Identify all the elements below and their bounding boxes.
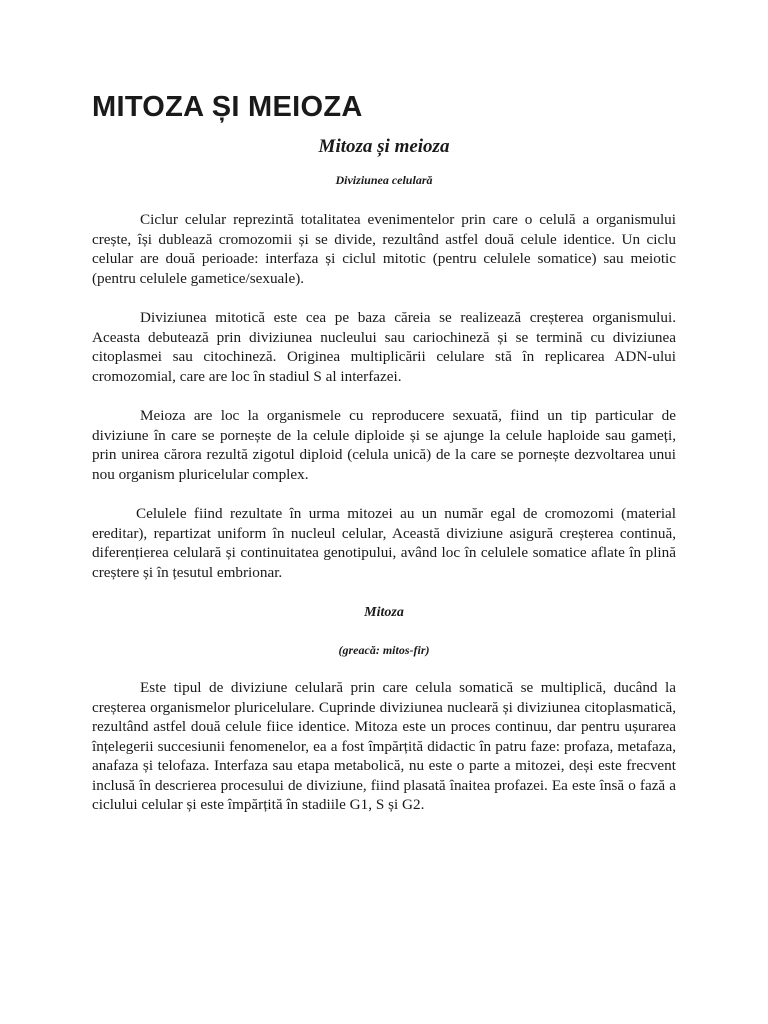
document-title: MITOZA ȘI MEIOZA bbox=[92, 91, 363, 123]
paragraph-meiosis: Meioza are loc la organismele cu reproducere sexuată, fiind un tip particular de diviziune în care se pornește de la celule diploide și se ajunge la celule haploide sau gameți, prin unirea cărora rezultă zigotul diploid (celula unică) de la care se pornește dezvoltarea unui nou organism pluricelular complex. bbox=[92, 407, 676, 483]
mitoza-etymology-note: (greacă: mitos-fir) bbox=[338, 643, 430, 657]
document-subtitle: Mitoza și meioza bbox=[318, 136, 450, 157]
paragraph-cells-result: Celulele fiind rezultate în urma mitozei au un număr egal de cromozomi (material ereditar), repartizat uniform în nucleul celular, Această diviziune asigură creșterea continuă, diferențierea celulară și continuitatea genotipului, având loc în celulele somatice aflate în plină creștere și în țesutul embrionar. bbox=[92, 505, 676, 581]
paragraph-mitotic-division: Diviziunea mitotică este cea pe baza căreia se realizează creșterea organismului. Aceasta debutează prin diviziunea nucleului sau cariochineză și se termină cu diviziunea citoplasmei sau citochineză. Originea multiplicării celulare stă în replicarea ADN-ului cromozomial, care are loc în stadiul S al interfazei. bbox=[92, 309, 676, 385]
section-label: Diviziunea celulară bbox=[335, 173, 433, 187]
paragraph-mitoza-description: Este tipul de diviziune celulară prin care celula somatică se multiplică, ducând la creșterea organismelor pluricelulare. Cuprinde diviziunea nucleară și diviziunea citoplasmatică, rezultând astfel două celule fiice identice. Mitoza este un proces continuu, dar pentru ușurarea înțelegerii succesiunii fenomenelor, ea a fost împărțită didactic în patru faze: profaza, metafaza, anafaza și telofaza. Interfaza sau etapa metabolică, nu este o parte a mitozei, deși este frecvent inclusă în descrierea procesului de diviziune, fiind plasată înaitea profazei. Ea este însă o fază a ciclului celular și este împărțită în stadiile G1, S și G2. bbox=[92, 679, 676, 813]
mitoza-heading: Mitoza bbox=[364, 605, 404, 620]
paragraph-cell-cycle: Ciclur celular reprezintă totalitatea evenimentelor prin care o celulă a organismului crește, își dublează cromozomii și se divide, rezultând astfel două celule identice. Un ciclu celular are două perioade: interfaza și ciclul mitotic (pentru celulele somatice) sau meiotic (pentru celulele gametice/sexuale). bbox=[92, 211, 676, 287]
